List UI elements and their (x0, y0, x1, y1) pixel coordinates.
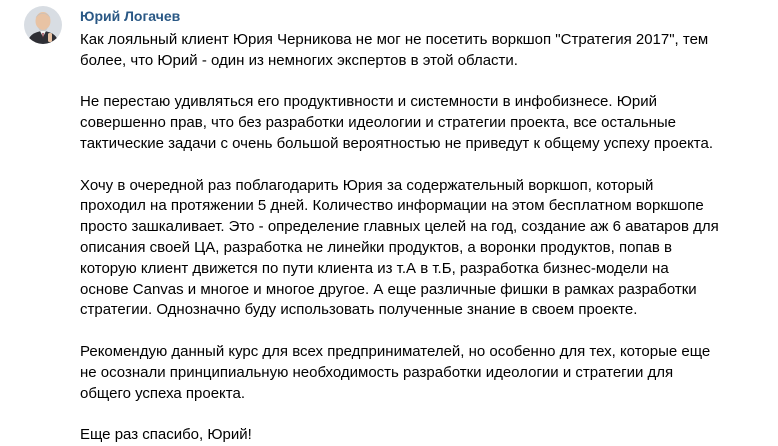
author-portrait-icon (24, 6, 62, 44)
post-text (80, 30, 770, 446)
text-line: Еще раз спасибо, Юрий! (80, 426, 252, 444)
paragraph (80, 92, 770, 154)
paragraph (80, 425, 770, 446)
text-line: общего успеха проекта. (80, 384, 245, 402)
text-line: Хочу в очередной раз поблагодарить Юрия за содержательный воркшоп, который (80, 176, 654, 194)
text-line: совершенно прав, что без разработки идеологии и стратегии проекта, все остальные (80, 114, 677, 132)
author-name[interactable]: Юрий Логачев (80, 8, 181, 24)
text-line: тактические задачи с очень большой вероятностью не приведут к общему успеху проекта. (80, 134, 714, 152)
text-line: Как лояльный клиент Юрия Черникова не мог не посетить воркшоп "Стратегия 2017", тем (80, 31, 709, 48)
text-line: стратегии. Однозначно буду использовать полученные знание в своем проекте. (80, 301, 638, 319)
author-avatar[interactable] (24, 6, 62, 44)
text-line: описания своей ЦА, разработка не линейки продуктов, а воронки продуктов, попав в (80, 238, 672, 256)
text-line: Рекомендую данный курс для всех предпринимателей, но особенно для тех, которые еще (80, 342, 711, 360)
text-line: не осознали принципиальную необходимость разработки идеологии и стратегии для (80, 363, 674, 381)
text-line: Не перестаю удивляться его продуктивности и системности в инфобизнесе. Юрий (80, 93, 657, 111)
paragraph (80, 342, 770, 404)
text-line: которую клиент движется по пути клиента из т.А в т.Б, разработка бизнес-модели на (80, 259, 669, 277)
text-line: более, что Юрий - один из немногих экспертов в этой области. (80, 51, 518, 69)
text-line: проходил на протяжении 5 дней. Количество информации на этом бесплатном воркшопе (80, 197, 704, 215)
paragraph (80, 30, 770, 72)
text-line: основе Canvas и многое и многое другое. А еще различные фишки в рамках разработки (80, 280, 697, 298)
paragraph (80, 176, 770, 322)
text-line: просто зашкаливает. Это - определение главных целей на год, создание аж 6 аватаров для (80, 218, 719, 236)
